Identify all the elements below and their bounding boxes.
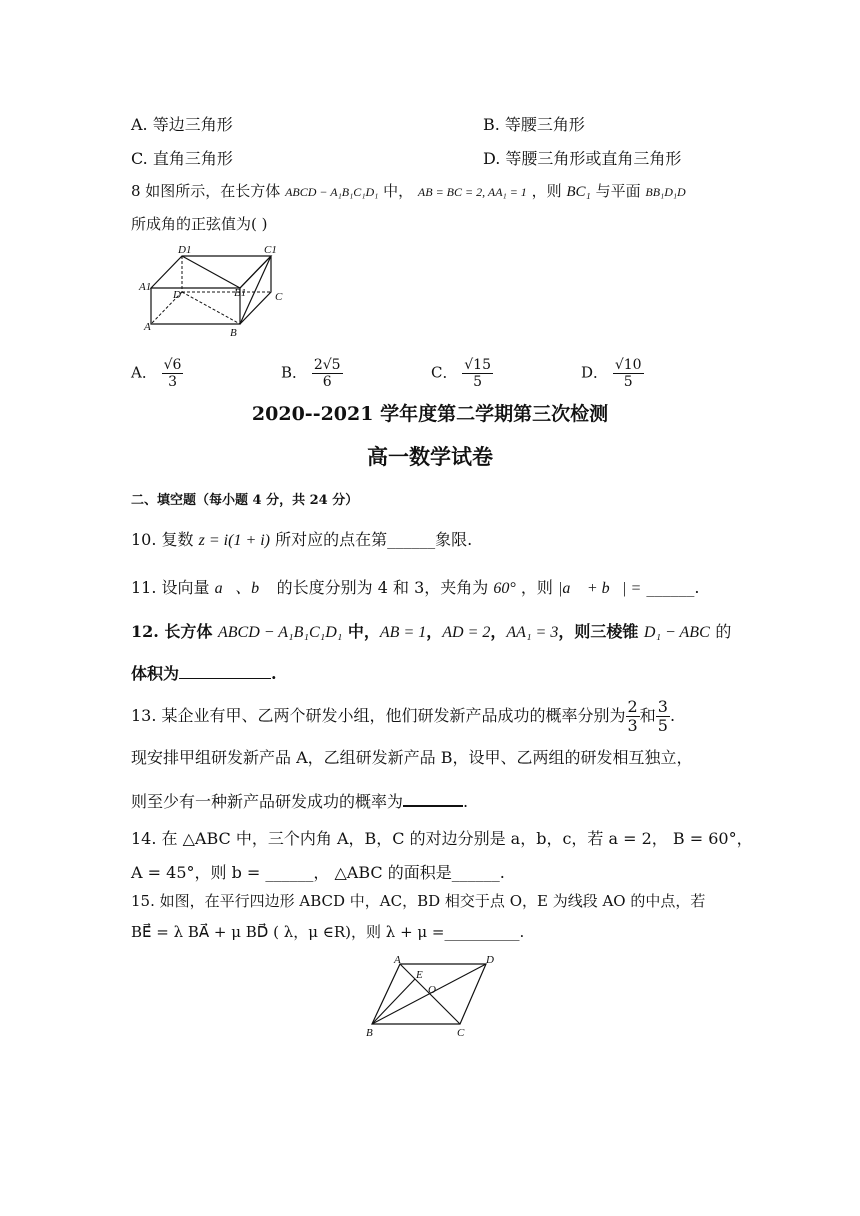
q8-option-b bbox=[281, 357, 343, 390]
frac-den: 5 bbox=[657, 716, 668, 735]
q13-line3 bbox=[131, 789, 468, 812]
q11-then: ，则 bbox=[520, 578, 553, 597]
q8-line1 bbox=[131, 180, 686, 201]
q13-text: 13. 某企业有甲、乙两个研发小组，他们研发新产品成功的概率分别为 bbox=[131, 706, 626, 725]
q10-pre: 10. 复数 bbox=[131, 530, 194, 549]
q12-line1: 12. 长方体 ABCD − A₁B₁C₁D₁ 中，AB = 1，AD = 2，AA₁ = 3，则三棱锥 D₁ − ABC 的 bbox=[131, 622, 732, 641]
label-c: C bbox=[275, 291, 283, 303]
q13-and: 和 bbox=[639, 706, 656, 725]
label-c: C bbox=[457, 1027, 465, 1039]
frac-den: 3 bbox=[627, 716, 638, 735]
q8-text-then: ，则 bbox=[531, 182, 562, 200]
q12-mid1: 中， bbox=[347, 622, 380, 641]
q8-cuboid-figure bbox=[138, 244, 288, 340]
exam-title: 2020--2021 学年度第二学期第三次检测 bbox=[251, 403, 609, 425]
option-label: D． bbox=[581, 363, 609, 382]
q8-option-a bbox=[131, 357, 183, 390]
q8-line2: 所成角的正弦值为( ) bbox=[131, 215, 268, 233]
label-a: A bbox=[144, 321, 151, 333]
q8-text-pre: 8 如图所示，在长方体 bbox=[131, 182, 281, 200]
q8-solid: ABCD − A₁B₁C₁D₁ bbox=[285, 185, 379, 199]
q8-segment: BC₁ bbox=[566, 184, 591, 200]
q13-line3-end: . bbox=[463, 792, 469, 811]
q14-line2: A = 45°，则 b = ______， △ABC 的面积是______. bbox=[131, 863, 505, 882]
q11-expr: |a⃗ + b⃗| = bbox=[557, 580, 642, 597]
q10 bbox=[131, 527, 472, 550]
q11 bbox=[131, 575, 699, 598]
option-label: A． bbox=[131, 363, 157, 382]
q13-end: . bbox=[669, 706, 676, 725]
q8-text-mid: 中， bbox=[383, 182, 414, 200]
label-c1: C1 bbox=[264, 244, 277, 256]
q11-mid: 的长度分别为 4 和 3，夹角为 bbox=[276, 578, 489, 597]
q12-post: 的 bbox=[715, 622, 732, 641]
q12-cond1: AB = 1 bbox=[379, 624, 427, 641]
q14-line1: 14. 在 △ABC 中，三个内角 A，B，C 的对边分别是 a，b，c，若 a = 2， B = 60°， bbox=[131, 829, 753, 848]
q15-line2: BE⃗ = λ BA⃗ + μ BD⃗ ( λ，μ ∈R)，则 λ + μ =__________. bbox=[131, 923, 525, 941]
q15-line1: 15. 如图，在平行四边形 ABCD 中，AC，BD 相交于点 O，E 为线段 AO 的中点，若 bbox=[131, 892, 706, 910]
label-e: E bbox=[416, 969, 423, 981]
label-d1: D1 bbox=[178, 244, 192, 256]
q12-pre: 12. 长方体 bbox=[131, 622, 213, 641]
answer-blank bbox=[179, 664, 271, 679]
option-label: B． bbox=[281, 363, 308, 382]
frac-den: 3 bbox=[168, 374, 177, 390]
section-heading: 二、填空题（每小题 4 分，共 24 分） bbox=[131, 493, 359, 508]
frac-num: √10 bbox=[614, 357, 642, 373]
frac-den: 6 bbox=[322, 374, 332, 390]
q13-line1 bbox=[131, 698, 675, 735]
frac-num: 2√5 bbox=[313, 357, 341, 373]
q11-angle: 60° bbox=[493, 580, 516, 597]
q7-option-b: B. 等腰三角形 bbox=[483, 115, 585, 134]
q12-cond3: AA₁ = 3 bbox=[506, 624, 559, 641]
label-d: D bbox=[173, 289, 181, 301]
q8-option-c bbox=[431, 357, 493, 390]
q13-line3-text: 则至少有一种新产品研发成功的概率为 bbox=[131, 792, 404, 811]
q12-solid: ABCD − A₁B₁C₁D₁ bbox=[218, 624, 343, 641]
q11-vectors: a⃗、b⃗ bbox=[214, 580, 272, 597]
frac-num: √15 bbox=[464, 357, 492, 373]
frac-num: √6 bbox=[163, 357, 182, 373]
frac-num: 2 bbox=[627, 697, 638, 716]
label-b: B bbox=[230, 327, 237, 339]
q12-line2-text: 体积为 bbox=[131, 664, 180, 683]
q10-post: 所对应的点在第______象限. bbox=[275, 530, 473, 549]
q7-option-a: A. 等边三角形 bbox=[131, 115, 233, 134]
q15-parallelogram-figure bbox=[362, 954, 506, 1040]
q12-mid2: ，则三棱锥 bbox=[558, 622, 639, 641]
label-o: O bbox=[428, 984, 436, 996]
q8-option-d bbox=[581, 357, 644, 390]
label-b1: B1 bbox=[234, 287, 247, 299]
answer-blank bbox=[403, 791, 463, 807]
exam-subtitle: 高一数学试卷 bbox=[367, 444, 493, 469]
q8-condition: AB = BC = 2, AA₁ = 1 bbox=[417, 185, 527, 199]
label-b: B bbox=[366, 1027, 373, 1039]
frac-den: 5 bbox=[623, 374, 633, 390]
q12-cond2: AD = 2 bbox=[442, 624, 491, 641]
label-a1: A1 bbox=[139, 281, 152, 293]
label-d: D bbox=[486, 954, 494, 966]
q7-option-d: D. 等腰三角形或直角三角形 bbox=[483, 149, 682, 168]
option-label: C． bbox=[431, 363, 458, 382]
q11-post: ______. bbox=[646, 578, 700, 597]
q7-option-c: C. 直角三角形 bbox=[131, 149, 233, 168]
q12-pyramid: D₁ − ABC bbox=[643, 624, 710, 641]
frac-num: 3 bbox=[657, 697, 668, 716]
label-a: A bbox=[394, 954, 401, 966]
q10-expr: z = i(1 + i) bbox=[198, 532, 271, 549]
frac-den: 5 bbox=[473, 374, 483, 390]
q12-line2 bbox=[131, 661, 277, 684]
q13-line2: 现安排甲组研发新产品 A，乙组研发新产品 B，设甲、乙两组的研发相互独立， bbox=[131, 748, 693, 767]
q8-plane: BB₁D₁D bbox=[645, 185, 686, 199]
q11-pre: 11. 设向量 bbox=[131, 578, 210, 597]
q8-text-post: 与平面 bbox=[595, 182, 641, 200]
q12-line2-end: . bbox=[271, 664, 277, 683]
